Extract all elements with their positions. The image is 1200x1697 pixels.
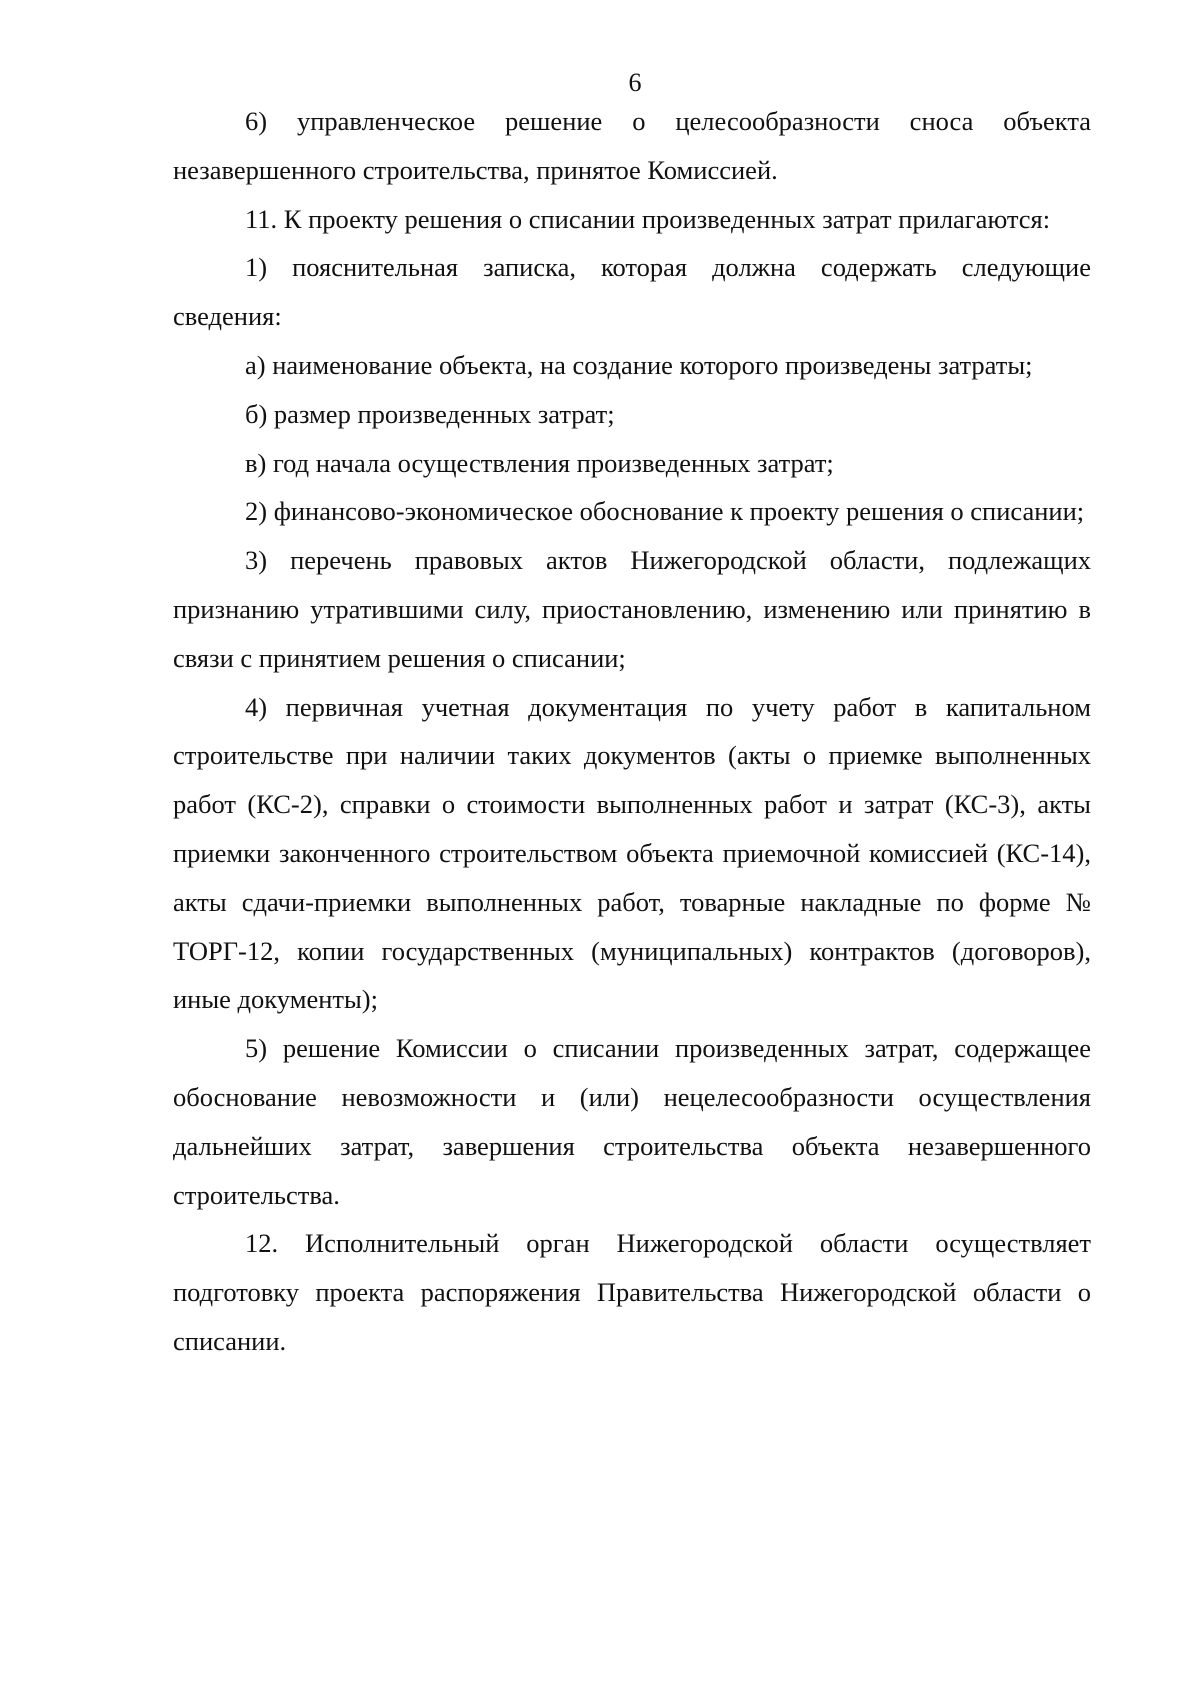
paragraph-item-3-legal-acts: 3) перечень правовых актов Нижегородской области, подлежащих признанию утратившими силу, приостановлению, изменению или принятию в связи с принятием решения о списании; — [173, 545, 1091, 673]
paragraph-item-6-demolition-decision: 6) управленческое решение о целесообразности сноса объекта незавершенного строительства, принятое Комиссией. — [173, 106, 1091, 185]
paragraph-item-2-justification: 2) финансово-экономическое обоснование к проекту решения о списании; — [245, 496, 1085, 527]
paragraph-12-executive-body: 12. Исполнительный орган Нижегородской области осуществляет подготовку проекта распоряжения Правительства Нижегородской области о списании. — [173, 1228, 1091, 1356]
paragraph-item-1-explanatory-note: 1) пояснительная записка, которая должна содержать следующие сведения: — [173, 252, 1091, 332]
paragraph-subitem-b-costs-amount: б) размер произведенных затрат; — [245, 398, 615, 429]
paragraph-subitem-v-start-year: в) год начала осуществления произведенных затрат; — [245, 447, 834, 478]
document-body — [173, 97, 1091, 1366]
paragraph-11-attachments: 11. К проекту решения о списании произведенных затрат прилагаются: — [245, 203, 1051, 234]
page-number: 6 — [628, 68, 642, 97]
paragraph-item-5-commission-decision: 5) решение Комиссии о списании произведенных затрат, содержащее обоснование невозможности и (или) нецелесообразности осуществления дальнейших затрат, завершения строительства объекта незавершенного строительства. — [173, 1033, 1091, 1210]
paragraph-item-4-primary-documentation: 4) первичная учетная документация по учету работ в капитальном строительстве при наличии таких документов (акты о приемке выполненных работ (КС-2), справки о стоимости выполненных работ и затрат (КС-3), акты приемки законченного строительством объекта приемочной комиссией (КС-14), акты сдачи-приемки выполненных работ, товарные накладные по форме № ТОРГ-12, копии государственных (муниципальных) контрактов (договоров), иные документы); — [173, 691, 1091, 1015]
paragraph-subitem-a-object-name: а) наименование объекта, на создание которого произведены затраты; — [245, 349, 1033, 380]
